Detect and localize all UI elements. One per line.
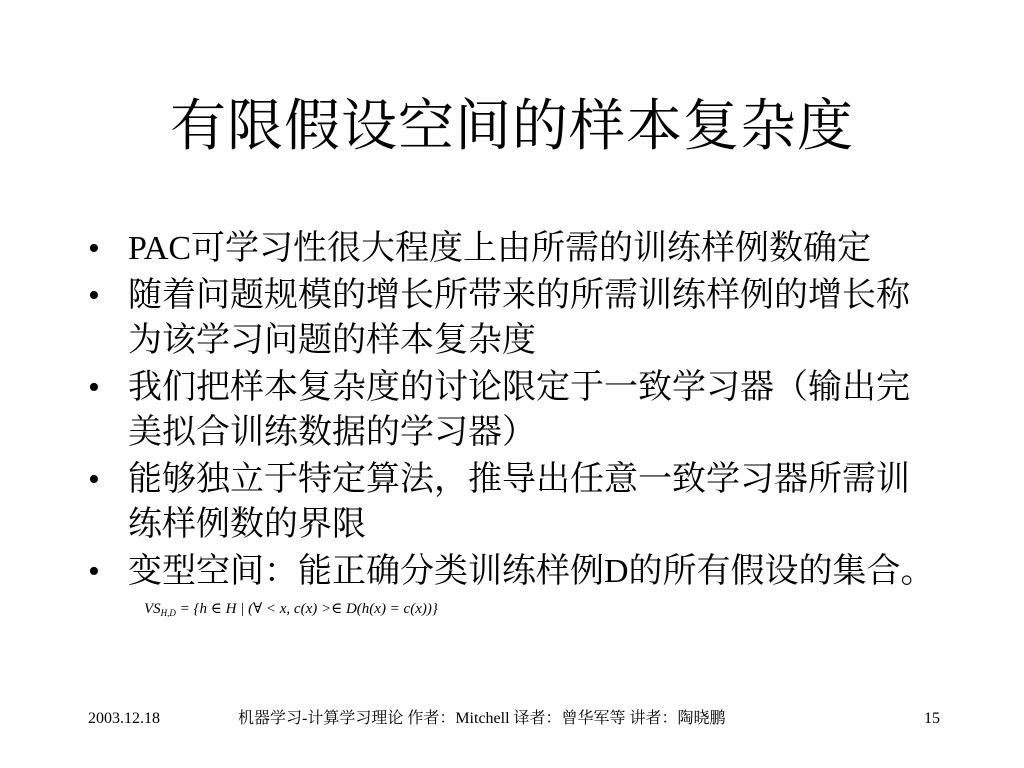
bullet-item: [88, 457, 938, 547]
bullet-item: [88, 226, 938, 271]
version-space-formula: [144, 599, 438, 623]
formula-subscript: H,D: [160, 608, 176, 618]
formula-rhs: = {h ∈ H | (∀ < x, c(x) >∈ D(h(x) = c(x))}: [175, 601, 438, 617]
bullet-icon: •: [88, 369, 100, 406]
formula-lhs: VS: [144, 601, 161, 617]
bullet-text: PAC可学习性很大程度上由所需的训练样例数确定: [128, 230, 872, 267]
bullet-icon: •: [88, 230, 100, 267]
bullet-icon: •: [88, 553, 100, 590]
bullet-icon: •: [88, 277, 100, 314]
bullet-item: [88, 273, 938, 363]
footer-page-number: 15: [924, 710, 940, 727]
bullet-list: [88, 226, 938, 641]
bullet-text: 我们把样本复杂度的讨论限定于一致学习器（输出完美拟合训练数据的学习器）: [128, 369, 910, 451]
bullet-icon: •: [88, 461, 100, 498]
bullet-text: 能够独立于特定算法，推导出任意一致学习器所需训练样例数的界限: [128, 461, 910, 543]
footer-course-info: 机器学习-计算学习理论 作者：Mitchell 译者：曾华军等 讲者：陶晓鹏: [238, 710, 726, 727]
bullet-item: [88, 549, 938, 639]
bullet-text: 随着问题规模的增长所带来的所需训练样例的增长称为该学习问题的样本复杂度: [128, 277, 910, 359]
bullet-item: [88, 365, 938, 455]
footer-date: 2003.12.18: [88, 710, 160, 727]
slide-title: 有限假设空间的样本复杂度: [170, 96, 854, 158]
bullet-text: 变型空间：能正确分类训练样例D的所有假设的集合。: [128, 553, 935, 590]
